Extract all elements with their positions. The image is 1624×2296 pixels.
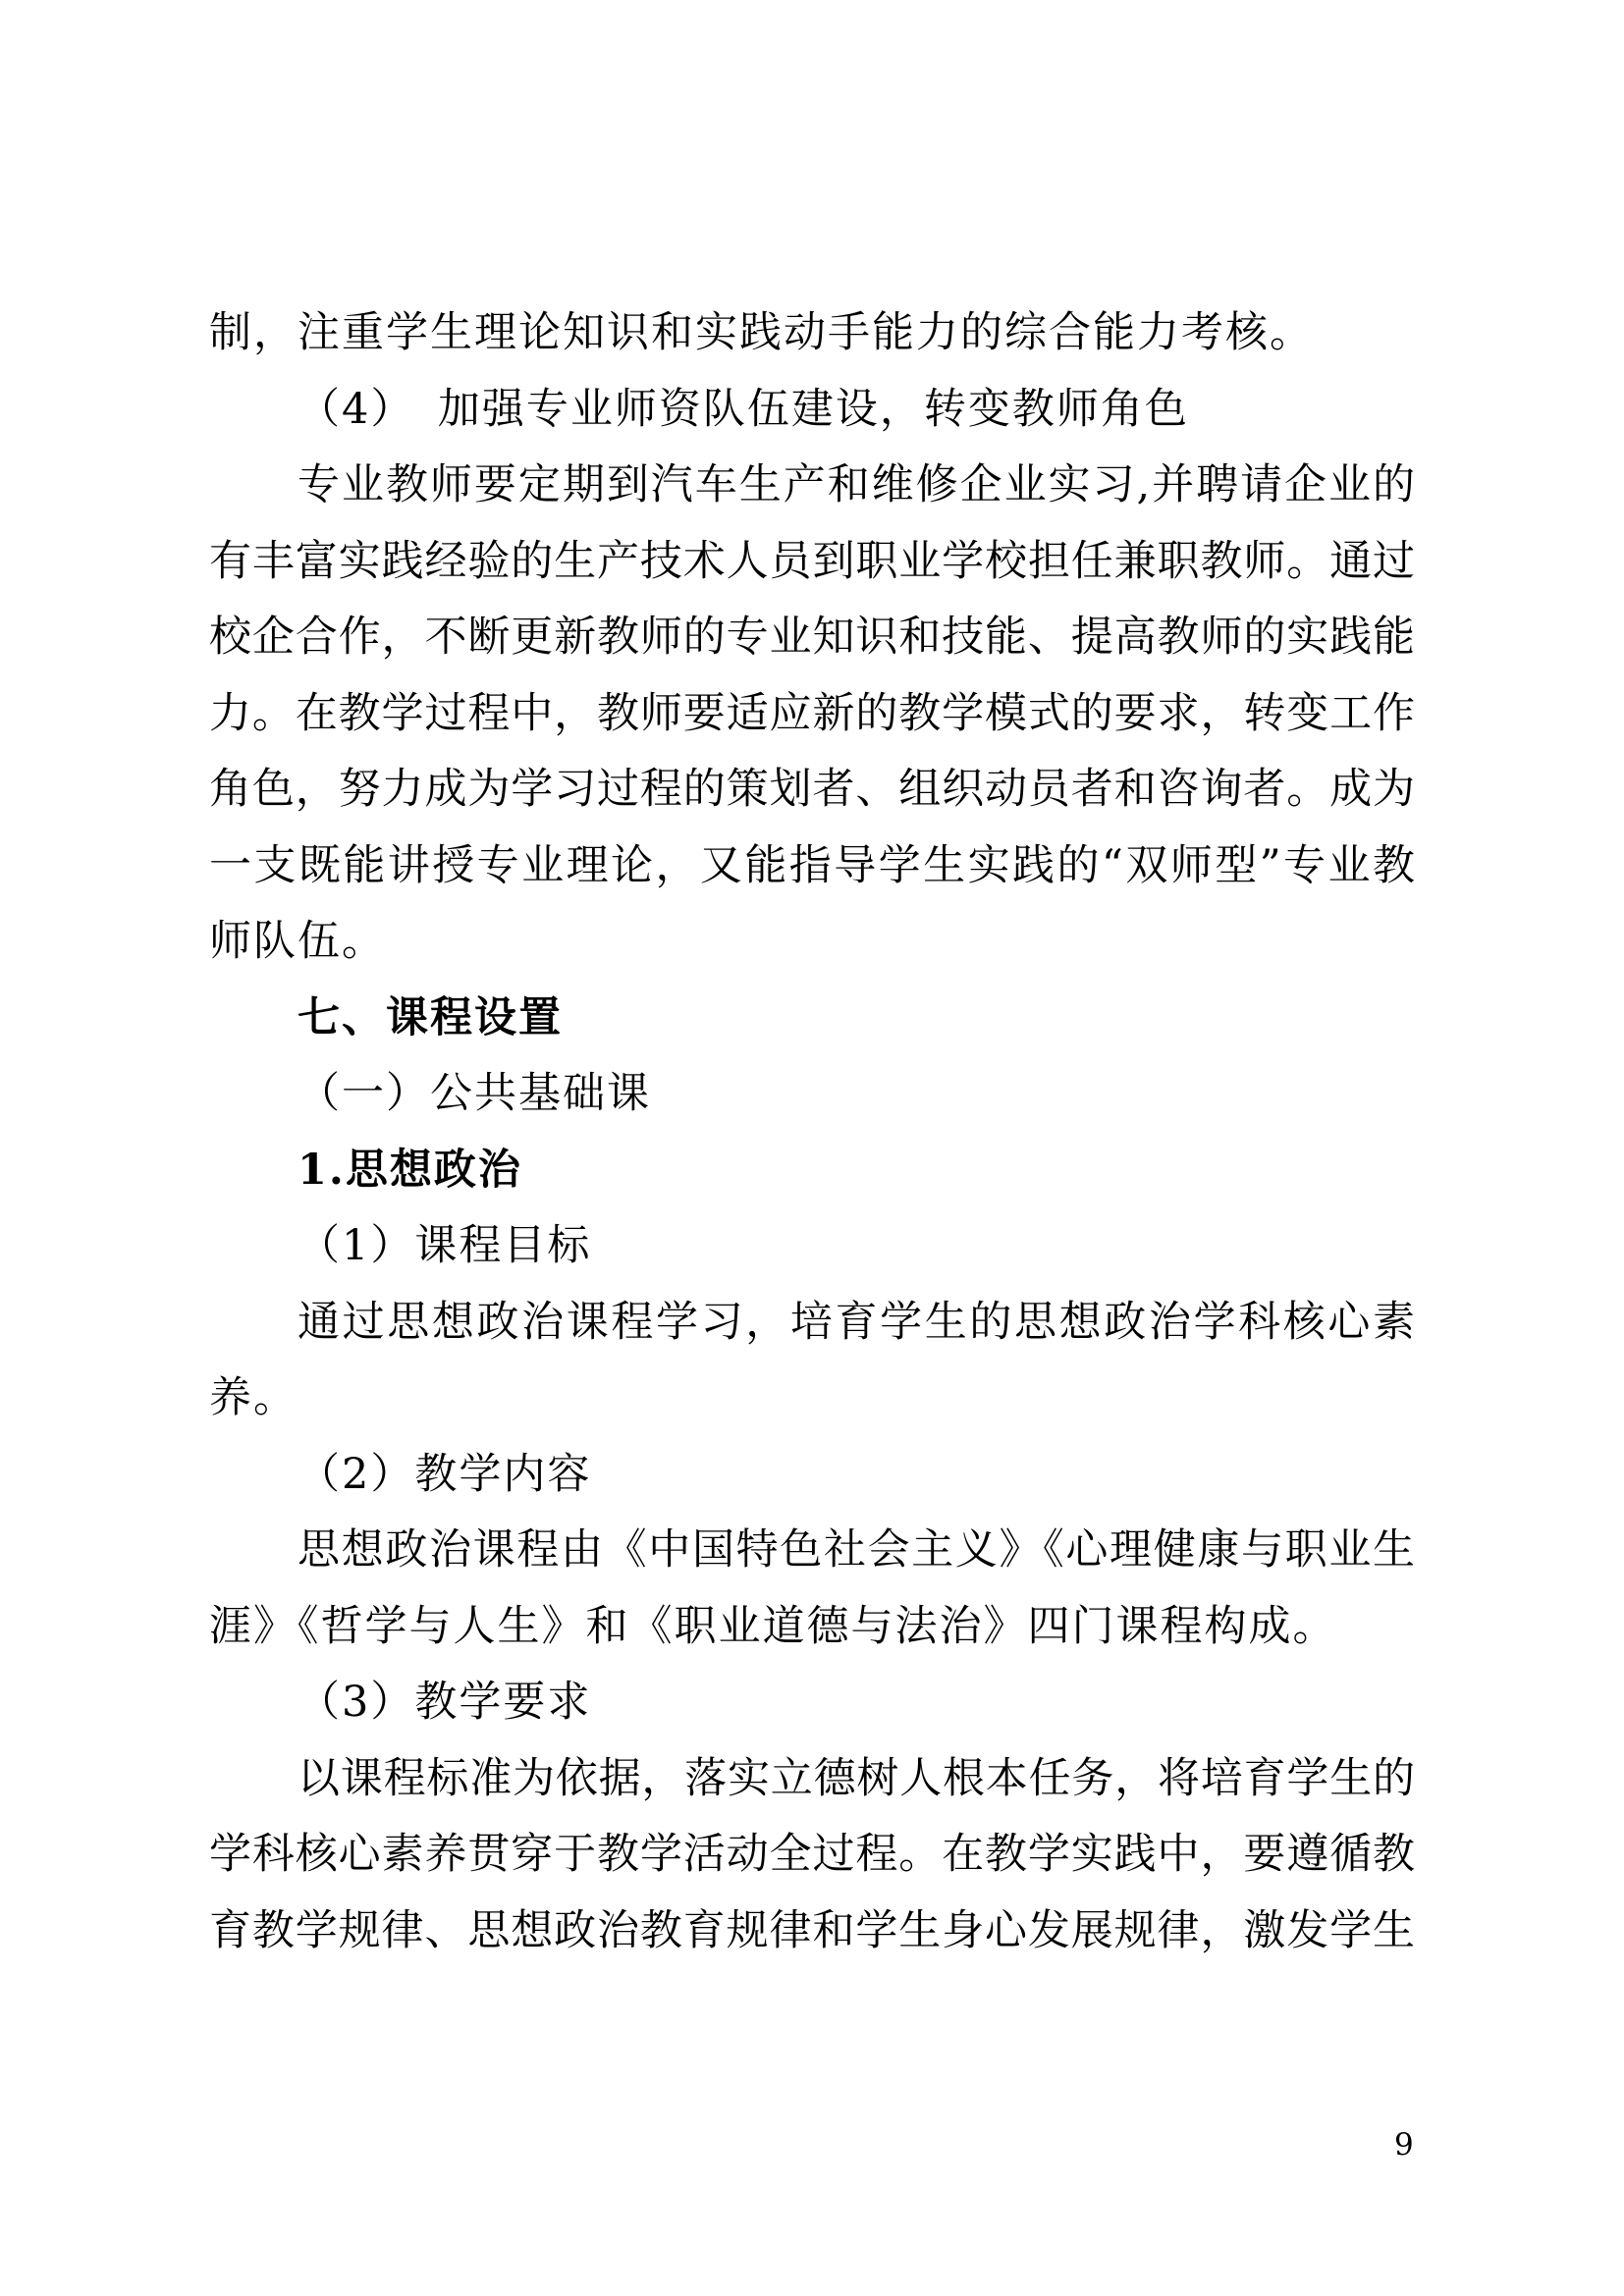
- text-line: 专业教师要定期到汽车生产和维修企业实习,并聘请企业的: [298, 460, 1415, 509]
- text-line: 有丰富实践经验的生产技术人员到职业学校担任兼职教师。通过: [209, 536, 1415, 586]
- text-line: 育教学规律、思想政治教育规律和学生身心发展规律，激发学生: [209, 1905, 1415, 1955]
- text-line: 通过思想政治课程学习，培育学生的思想政治学科核心素: [298, 1297, 1415, 1347]
- text-line: 养。: [209, 1373, 298, 1422]
- text-line: 学科核心素养贯穿于教学活动全过程。在教学实践中，要遵循教: [209, 1830, 1415, 1879]
- text-line: 制，注重学生理论知识和实践动手能力的综合能力考核。: [209, 308, 1314, 357]
- text-line: （1）课程目标: [298, 1221, 592, 1270]
- text-line: 七、课程设置: [298, 992, 563, 1042]
- text-line: 角色，努力成为学习过程的策划者、组织动员者和咨询者。成为: [209, 765, 1415, 814]
- text-line: （一）公共基础课: [298, 1069, 651, 1118]
- text-line: 一支既能讲授专业理论，又能指导学生实践的“双师型”专业教: [209, 840, 1415, 890]
- text-line: （4） 加强专业师资队伍建设，转变教师角色: [298, 384, 1189, 434]
- text-line: 涯》《哲学与人生》和《职业道德与法治》四门课程构成。: [209, 1601, 1337, 1651]
- text-line: 1.思想政治: [298, 1145, 522, 1195]
- text-line: 思想政治课程由《中国特色社会主义》《心理健康与职业生: [298, 1525, 1415, 1575]
- text-line: （3）教学要求: [298, 1678, 592, 1727]
- text-line: （2）教学内容: [298, 1449, 592, 1499]
- text-line: 力。在教学过程中，教师要适应新的教学模式的要求，转变工作: [209, 688, 1415, 738]
- text-line: 师队伍。: [209, 917, 386, 966]
- page-number: 9: [1394, 2127, 1414, 2163]
- document-body: [209, 295, 1415, 1969]
- text-line: 以课程标准为依据，落实立德树人根本任务，将培育学生的: [298, 1753, 1415, 1803]
- text-line: 校企合作，不断更新教师的专业知识和技能、提高教师的实践能: [209, 613, 1415, 662]
